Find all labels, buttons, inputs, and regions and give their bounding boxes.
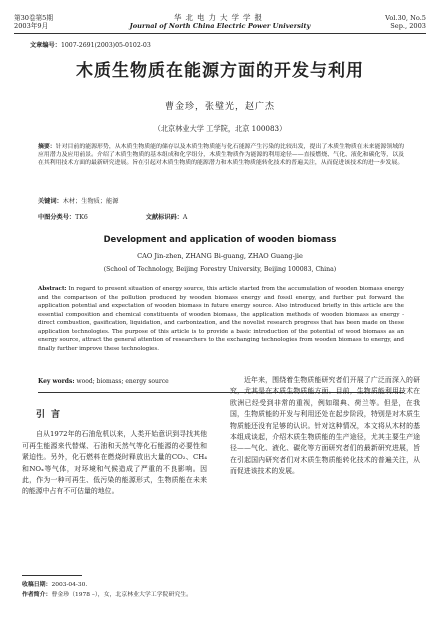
running-header-right [385,14,426,30]
intro-left-column [22,410,207,498]
keywords-en-label: Key words: [38,378,75,385]
date-cn: 2003年9月 [14,22,49,30]
doc-code-label: 文献标识码： [145,214,183,221]
article-number [30,40,151,49]
keywords-cn-label: 关键词： [38,198,63,205]
volume-cn: 第30卷第5期 [14,14,53,22]
abstract-en-text: In regard to present situation of energy source, this article started from the accumulation of wooden biomass energy and the comparison of the pollution produced by wooden biomass energy and fossil energy, and further put forward the application potential and expectation of wooden biomass in future energy source. Also introduced briefly in this article are the essential composition and chemical constituents of wooden biomass, the application methods of wooden biomass as energy - direct combustion, gasification, liquidation, and carbonization, and the novelist research progress that has been made on these application technologies. The purpose of this article is to provide a basic introduction of the potential of wood biomass as an energy source, attract the general attention of researchers to the exchanging technologies from wooden biomass to energy, and finally further improve these technologies. [38,286,405,352]
authors-en: CAO Jin-zhen, ZHANG Bi-guang, ZHAO Guang-jie [137,252,303,260]
classification [38,212,243,221]
abstract-en-label: Abstract: [38,286,67,292]
doc-code-value: A [182,214,188,221]
date-en: Sep., 2003 [390,22,426,30]
keywords-cn-value: 木材；生物质；能源 [62,198,119,205]
affiliation-en: (School of Technology, Beijing Forestry University, Beijing 100083, China) [103,266,337,273]
title-en: Development and application of wooden biomass [103,234,337,244]
clc-label: 中图分类号： [38,214,76,221]
journal-name-cn: 华北电力大学学报 [174,13,266,22]
article-number-value: 1007-2691(2003)05-0102-03 [60,42,151,49]
intro-left-paragraph: 自从1972年的石油危机以来，人类开始意识到寻找其他可再生能源来代替煤、石油和天然气等化石能源的必要性和紧迫性。另外，化石燃料在燃烧时释放出大量的CO₂、CH₄和NOₓ等气体，对环境和气候造成了严重的不良影响。因此，作为一种可再生、低污染的能源形式，生物质能在未来的能源中占有不可估量的地位。 [22,430,207,496]
authors-cn: 曹金珍，张璧光，赵广杰 [164,102,275,112]
footnote-rule [22,575,82,576]
received-value: 2003-04-30. [51,582,88,588]
abstract-en [38,285,404,353]
volume-en: Vol.30, No.5 [385,14,426,22]
abstract-cn [38,143,404,167]
keywords-cn [38,196,118,205]
running-header-center [0,14,440,30]
keywords-en [38,378,169,385]
received-label: 收稿日期： [22,581,52,588]
intro-right-paragraph: 近年来，围绕着生物质能研究者们开展了广泛而深入的研究，尤其是在木质生物质能方面。目前，生物质能利用技术在欧洲已经受到非常的重视，例如瑞典、荷兰等。但是，在我国，生物质能的开发与利用还处在起步阶段，特别是对木质生物质能还没有足够的认识。针对这种情况，本文将从木材的基本组成谈起，介绍木质生物质能的生产途径，尤其主要生产途径——气化、液化、碳化等方面研究者们的最新研究进展，旨在引起国内研究者们对木质生物质能转化技术的普遍关注，从而促进该技术的发展。 [230,376,420,476]
intro-heading: 引言 [36,410,67,420]
abstract-cn-label: 摘要： [38,143,56,150]
keywords-en-value: wood; biomass; energy source [76,378,169,385]
author-bio-value: 曹金珍（1978 –），女，北京林业大学工学院研究生。 [51,592,193,598]
header-rule [14,33,426,34]
clc-value: TK6 [75,214,88,221]
abstract-cn-text: 针对目前的能源形势，从木质生物质能的储存以及木质生物质能与化石能源产生污染的比较出发，提出了木质生物质在未来能源领域的应用潜力及应用前景。介绍了木质生物质的基本组成和化学组分，木质生物质作为能源的利用途径——直接燃烧、气化、液化和碳化等，以及在其利用技术方面的最新研究进展。旨在引起对木质生物质的能源潜力和木质生物质能转化技术的普遍关注，从而促进该技术的进一步发展。 [38,144,405,167]
footnote [22,580,192,600]
title-cn: 木质生物质在能源方面的开发与利用 [76,61,364,81]
intro-right-column [230,375,420,478]
affiliation-cn: （北京林业大学 工学院，北京 100083） [153,124,287,133]
journal-name-en: Journal of North China Electric Power University [129,22,311,30]
author-bio-label: 作者简介： [22,591,52,598]
article-number-label: 文章编号： [30,42,61,49]
